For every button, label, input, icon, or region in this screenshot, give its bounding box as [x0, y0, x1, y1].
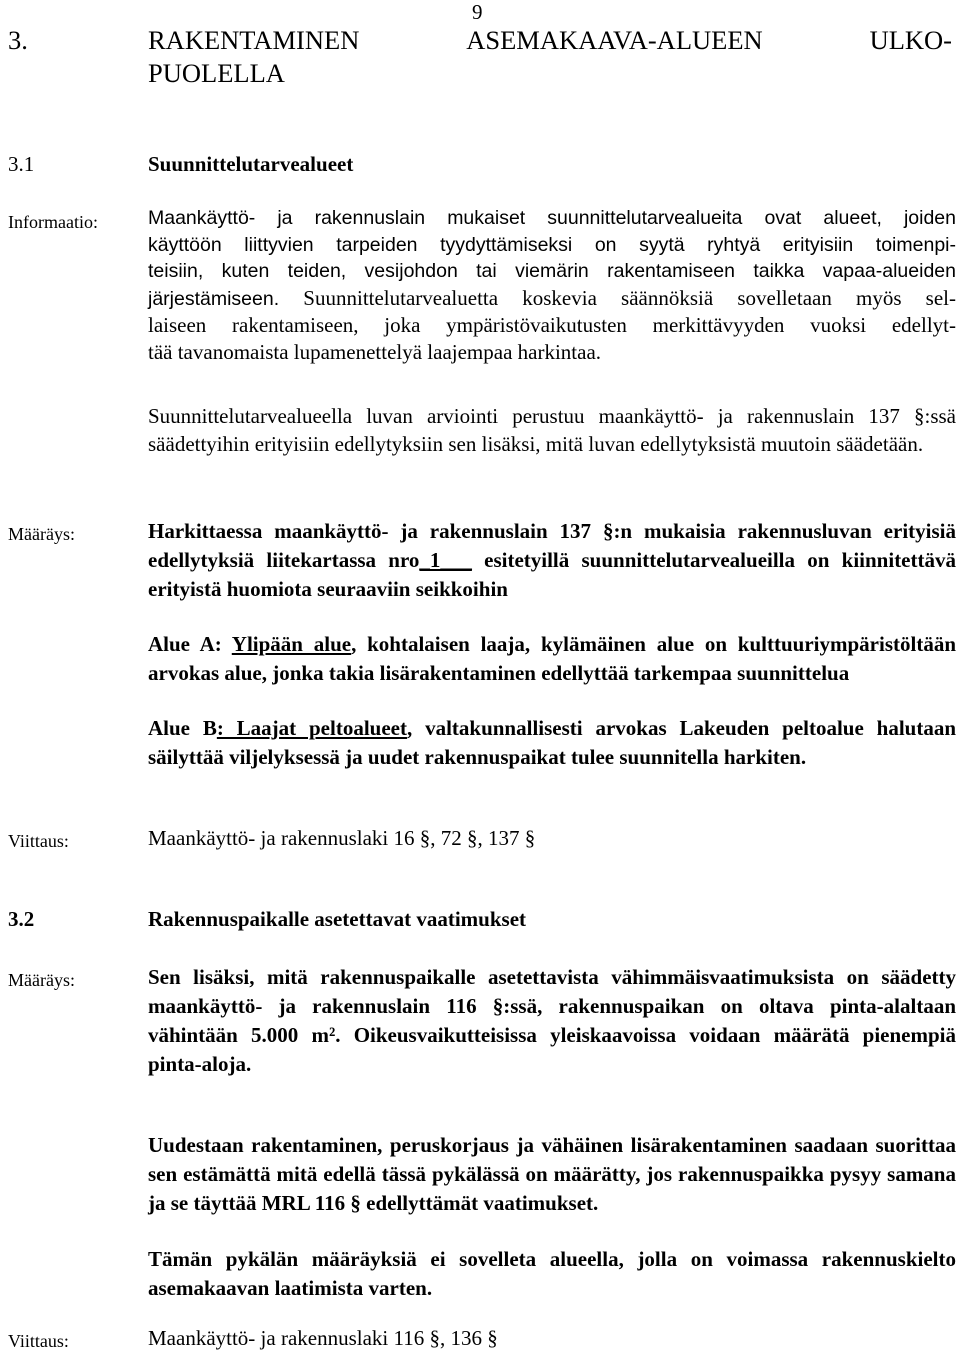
info-line: teisiin, kuten teiden, vesijohdon tai viemärin rakentamiseen taikka vapaa-alueiden: [148, 260, 956, 282]
order-text-a: Harkittaessa maankäyttö- ja rakennuslain 137 §:n mukaisia rakennusluvan erityisiä edellytyksiä liitekartassa nro: [148, 519, 956, 572]
order-label: Määräys:: [8, 524, 75, 544]
chapter-title-word: ASEMAKAAVA-ALUEEN: [466, 25, 763, 55]
area-b-text: , valtakunnallisesti arvokas Lakeuden peltoalue halutaan säilyttää viljelyksessä ja uudet rakennuspaikat tulee suunnitella harkiten.: [148, 716, 957, 769]
reference-label: Viittaus:: [8, 831, 69, 851]
section-number: 3.1: [8, 152, 35, 176]
order-paragraph-1: [148, 517, 956, 604]
order-paragraph-1: Sen lisäksi, mitä rakennuspaikalle asetettavista vähimmäisvaatimuksista on säädetty maankäyttö- ja rakennuslain 116 §:ssä, rakennuspaikan on oltava pinta-alaltaan vähintään 5.000 m². Oikeusvaikutteisissa yleiskaavoissa voidaan määrätä pienempiä pinta-aloja.: [148, 965, 956, 1076]
reference-label: Viittaus:: [8, 1331, 69, 1351]
order-paragraph-3: Tämän pykälän määräyksiä ei sovelleta alueella, jolla on voimassa rakennuskielto asemakaavan laatimista varten.: [148, 1247, 956, 1300]
area-b-label: Alue B: [148, 716, 217, 740]
reference-text: Maankäyttö- ja rakennuslaki 116 §, 136 §: [148, 1326, 498, 1350]
page-number: 9: [472, 0, 483, 24]
info-line-start: järjestämiseen.: [148, 287, 280, 310]
reference-text: Maankäyttö- ja rakennuslaki 16 §, 72 §, 137 §: [148, 826, 536, 850]
area-a-name: Ylipään alue: [231, 632, 352, 656]
order-text-b: esitetyillä suunnittelutarvealueilla on kiinnitettävä erityistä huomiota seuraaviin seikkoihin: [148, 548, 956, 601]
area-a-paragraph: [148, 630, 956, 688]
chapter-title-line2: PUOLELLA: [148, 58, 285, 88]
area-b-name: : Laajat peltoalueet: [216, 716, 407, 740]
section-title: Suunnittelutarvealueet: [148, 152, 354, 176]
chapter-title-word: ULKO-: [869, 25, 952, 55]
area-a-text: , kohtalaisen laaja, kylämäinen alue on kulttuuriympäristöltään arvokas alue, jonka takia lisärakentaminen edellyttää tarkempaa suunnittelua: [148, 632, 956, 685]
area-b-paragraph: [148, 714, 956, 772]
area-a-label: Alue A:: [148, 632, 222, 656]
chapter-title-word: RAKENTAMINEN: [148, 25, 360, 55]
info-paragraph-2: Suunnittelutarvealueella luvan arviointi perustuu maankäyttö- ja rakennuslain 137 §:ssä säädettyihin erityisiin edellytyksiin sen lisäksi, mitä luvan edellytyksistä muutoin säädetään.: [148, 404, 956, 456]
info-line-rest: Suunnittelutarvealuetta koskevia säännöksiä sovelletaan myös sel-: [279, 285, 956, 310]
order-label: Määräys:: [8, 970, 75, 990]
order-paragraph-2: Uudestaan rakentaminen, peruskorjaus ja vähäinen lisärakentaminen saadaan suorittaa sen estämättä mitä edellä tässä pykälässä on määrätty, jos rakennuspaikka pysyy samana ja se täyttää MRL 116 § edellyttämät vaatimukset.: [148, 1133, 956, 1215]
info-line: Maankäyttö- ja rakennuslain mukaiset suunnittelutarvealueita ovat alueet, joiden: [148, 207, 956, 229]
chapter-number: 3.: [8, 25, 28, 55]
info-paragraph-1: [148, 205, 956, 366]
section-title: Rakennuspaikalle asetettavat vaatimukset: [148, 907, 527, 931]
info-line: käyttöön liittyvien tarpeiden tyydyttämiseksi on syytä ryhtyä erityisiin toimenpi-: [148, 233, 956, 256]
info-line: tää tavanomaista lupamenettelyä laajempaa harkintaa.: [148, 340, 602, 364]
section-number: 3.2: [8, 907, 35, 931]
info-label: Informaatio:: [8, 212, 98, 232]
info-line: laiseen rakentamiseen, joka ympäristövaikutusten merkittävyyden vuoksi edellyt-: [148, 313, 956, 337]
map-number: _1___: [419, 548, 472, 572]
